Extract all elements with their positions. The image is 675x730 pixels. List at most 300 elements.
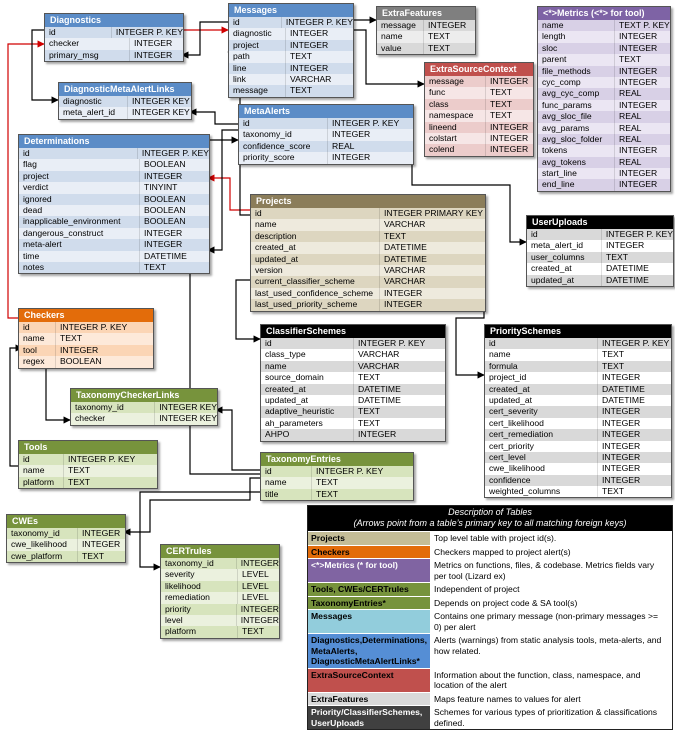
table-title: CWEs — [7, 515, 125, 528]
field-row — [261, 384, 445, 395]
field-row — [538, 123, 670, 134]
table-projects — [250, 194, 486, 312]
field-type: INTEGER — [619, 168, 658, 179]
field-name: ah_parameters — [261, 418, 354, 429]
field-row — [538, 54, 670, 65]
arrow-metaalerts-determinations — [208, 130, 238, 250]
field-name: id — [527, 229, 602, 240]
legend-row — [308, 558, 672, 582]
field-type: TEXT — [144, 261, 166, 272]
field-type: INTEGER — [290, 62, 329, 73]
field-row — [161, 581, 279, 592]
field-name: name — [261, 477, 312, 488]
field-name: cwe_likelihood — [7, 539, 78, 550]
legend-title: Description of Tables — [448, 507, 532, 517]
field-row — [538, 77, 670, 88]
field-name: message — [229, 85, 286, 96]
field-name: last_used_priority_scheme — [251, 299, 380, 310]
field-type: VARCHAR — [384, 276, 426, 287]
field-type: LEVEL — [242, 580, 269, 591]
field-name: last_used_confidence_scheme — [251, 288, 380, 299]
field-name: class — [425, 99, 486, 110]
table-title: Checkers — [19, 309, 153, 322]
field-row — [527, 229, 673, 240]
field-row — [377, 31, 475, 42]
field-name: avg_params — [538, 123, 615, 134]
legend-label: Messages — [308, 610, 430, 633]
field-type: INTEGER — [144, 170, 183, 181]
field-row — [527, 275, 673, 286]
field-name: created_at — [251, 242, 380, 253]
field-type: INTEGER PRIMARY KEY — [384, 208, 484, 218]
field-name: platform — [19, 477, 64, 488]
field-type: INTEGER — [619, 179, 658, 190]
field-row — [485, 349, 671, 360]
field-row — [7, 528, 125, 539]
table-extrasourcecontext — [424, 62, 534, 157]
field-row — [19, 148, 209, 159]
field-type: INTEGER P. KEY — [332, 118, 400, 128]
field-type: INTEGER — [144, 239, 183, 250]
legend-description: Checkers mapped to project alert(s) — [434, 546, 571, 557]
field-name: primary_msg — [45, 50, 130, 61]
field-name: id — [261, 338, 354, 349]
field-row — [538, 43, 670, 54]
field-row — [229, 17, 353, 28]
legend-label: ExtraFeatures — [308, 693, 430, 706]
field-name: id — [45, 27, 112, 38]
table-useruploads — [526, 215, 674, 287]
legend-row — [308, 668, 672, 692]
table-title: CERTrules — [161, 545, 279, 558]
table-diagnosticmetaalertlinks — [58, 82, 192, 120]
field-row — [251, 208, 485, 219]
field-row — [19, 356, 153, 367]
field-type: TEXT — [428, 42, 450, 53]
legend-label: Priority/ClassifierSchemes, UserUploads — [308, 706, 430, 729]
field-name: meta_alert_id — [59, 107, 128, 118]
field-type: TEXT — [242, 626, 264, 637]
table-title: TaxonomyEntries — [261, 453, 413, 466]
field-type: TEXT — [290, 85, 312, 96]
field-type: INTEGER — [602, 417, 641, 428]
field-type: VARCHAR — [358, 349, 400, 360]
field-name: avg_tokens — [538, 157, 615, 168]
field-row — [538, 179, 670, 190]
field-row — [19, 239, 209, 250]
table-title: MetaAlerts — [239, 105, 413, 118]
field-name: time — [19, 251, 140, 262]
field-row — [161, 604, 279, 615]
field-row — [19, 345, 153, 356]
field-type: INTEGER — [332, 152, 371, 163]
field-type: INTEGER — [240, 603, 279, 614]
field-name: id — [229, 17, 282, 28]
field-name: id — [251, 208, 380, 219]
field-type: INTEGER P. KEY — [316, 466, 384, 476]
field-name: verdict — [19, 182, 140, 193]
field-type: INTEGER — [606, 240, 645, 251]
field-name: id — [19, 454, 64, 465]
field-name: current_classifier_scheme — [251, 276, 380, 287]
field-type: BOOLEAN — [144, 216, 186, 227]
field-row — [19, 477, 157, 488]
field-name: project — [19, 171, 140, 182]
field-name: created_at — [527, 263, 602, 274]
field-row — [229, 40, 353, 51]
field-type: INTEGER — [490, 144, 529, 155]
field-name: id — [19, 322, 56, 333]
field-name: source_domain — [261, 372, 354, 383]
field-name: cert_remediation — [485, 429, 598, 440]
field-type: INTEGER P. KEY — [605, 229, 673, 239]
field-name: avg_sloc_file — [538, 111, 615, 122]
field-type: INTEGER — [602, 451, 641, 462]
field-name: colend — [425, 144, 486, 155]
field-type: TEXT — [602, 349, 624, 360]
field-row — [19, 262, 209, 273]
field-name: cyc_comp — [538, 77, 615, 88]
table-metrics — [537, 6, 671, 192]
field-type: TEXT — [68, 465, 90, 476]
field-row — [485, 361, 671, 372]
field-type: VARCHAR — [384, 264, 426, 275]
legend-label: Tools, CWEs/CERTrules — [308, 583, 430, 596]
field-name: updated_at — [527, 275, 602, 286]
field-type: INTEGER — [619, 145, 658, 156]
field-type: TEXT — [316, 488, 338, 499]
table-title: Messages — [229, 4, 353, 17]
table-checkers — [18, 308, 154, 369]
field-name: level — [161, 615, 237, 626]
field-row — [261, 349, 445, 360]
legend-subtitle: (Arrows point from a table’s primary key to all matching foreign keys) — [353, 518, 627, 528]
field-type: INTEGER — [332, 129, 371, 140]
legend-label: TaxonomyEntries* — [308, 597, 430, 610]
field-name: line — [229, 63, 286, 74]
field-name: name — [485, 349, 598, 360]
field-name: title — [261, 489, 312, 500]
field-row — [485, 338, 671, 349]
field-type: INTEGER — [602, 474, 641, 485]
field-type: INTEGER — [358, 429, 397, 440]
field-name: message — [425, 76, 486, 87]
table-title: Projects — [251, 195, 485, 208]
field-name: cert_priority — [485, 441, 598, 452]
table-tools — [18, 440, 158, 489]
field-name: tool — [19, 345, 56, 356]
field-name: regex — [19, 356, 56, 367]
arrow-messages-diagnostics — [182, 22, 228, 55]
field-name: id — [261, 466, 312, 477]
field-name: dead — [19, 205, 140, 216]
field-type: INTEGER — [602, 440, 641, 451]
field-row — [425, 122, 533, 133]
field-name: project_id — [485, 372, 598, 383]
field-type: TEXT — [82, 550, 104, 561]
legend-description: Contains one primary message (non-primary messages >= 0) per alert — [434, 611, 659, 632]
table-title: Diagnostics — [45, 14, 183, 27]
field-name: dangerous_construct — [19, 228, 140, 239]
field-type: INTEGER — [82, 528, 121, 538]
field-name: sloc — [538, 43, 615, 54]
field-type: INTEGER — [384, 299, 423, 310]
field-row — [538, 66, 670, 77]
field-name: inapplicable_environment — [19, 216, 140, 227]
field-name: id — [19, 148, 138, 159]
field-type: INTEGER KEY — [132, 107, 190, 118]
field-type: TEXT — [602, 360, 624, 371]
field-type: TINYINT — [144, 182, 178, 193]
field-type: BOOLEAN — [144, 159, 186, 170]
legend-row — [308, 545, 672, 559]
field-name: value — [377, 43, 424, 54]
table-priorityschemes — [484, 324, 672, 498]
field-type: REAL — [619, 133, 642, 144]
field-type: INTEGER — [619, 31, 658, 42]
field-name: confidence_score — [239, 141, 328, 152]
field-name: likelihood — [161, 581, 238, 592]
field-name: message — [377, 20, 424, 31]
field-name: class_type — [261, 349, 354, 360]
table-certrules — [160, 544, 280, 639]
field-name: diagnostic — [59, 96, 128, 107]
field-row — [239, 141, 413, 152]
field-row — [261, 418, 445, 429]
field-type: INTEGER P. KEY — [358, 338, 426, 348]
field-row — [425, 144, 533, 155]
field-name: end_line — [538, 179, 615, 190]
field-type: INTEGER — [602, 463, 641, 474]
field-row — [161, 558, 279, 569]
field-name: cwe_platform — [7, 551, 78, 562]
field-name: remediation — [161, 592, 238, 603]
field-row — [485, 418, 671, 429]
field-name: name — [377, 31, 424, 42]
field-name: colstart — [425, 133, 486, 144]
legend-row — [308, 531, 672, 545]
field-row — [377, 20, 475, 31]
field-name: project — [229, 40, 286, 51]
field-row — [229, 28, 353, 39]
field-type: TEXT — [290, 51, 312, 62]
field-type: TEXT — [619, 54, 641, 65]
field-type: REAL — [619, 88, 642, 99]
field-row — [161, 569, 279, 580]
field-type: DATETIME — [384, 242, 427, 253]
field-type: REAL — [332, 140, 355, 151]
legend-label: Checkers — [308, 546, 430, 559]
field-row — [538, 168, 670, 179]
field-row — [538, 100, 670, 111]
table-title: Determinations — [19, 135, 209, 148]
legend-row — [308, 596, 672, 610]
field-name: updated_at — [251, 254, 380, 265]
field-type: INTEGER — [384, 287, 423, 298]
field-row — [538, 134, 670, 145]
field-type: INTEGER KEY — [159, 413, 217, 424]
legend-description: Information about the function, class, namespace, and location of the alert — [434, 669, 641, 690]
field-name: checker — [71, 413, 155, 424]
field-type: DATETIME — [384, 253, 427, 264]
field-type: VARCHAR — [358, 360, 400, 371]
field-row — [538, 111, 670, 122]
table-title: PrioritySchemes — [485, 325, 671, 338]
field-row — [45, 38, 183, 49]
legend-row — [308, 705, 672, 729]
field-name: name — [251, 219, 380, 230]
field-row — [19, 228, 209, 239]
field-row — [59, 96, 191, 107]
field-type: REAL — [619, 111, 642, 122]
field-row — [45, 50, 183, 61]
field-name: meta-alert — [19, 239, 140, 250]
field-name: taxonomy_id — [7, 528, 78, 539]
field-type: TEXT — [428, 31, 450, 42]
field-type: INTEGER — [619, 76, 658, 87]
field-row — [261, 361, 445, 372]
field-type: TEXT — [606, 251, 628, 262]
field-row — [261, 406, 445, 417]
field-row — [425, 110, 533, 121]
table-determinations — [18, 134, 210, 274]
field-row — [261, 338, 445, 349]
field-row — [527, 240, 673, 251]
table-taxonomycheckerlinks — [70, 388, 218, 426]
field-type: VARCHAR — [384, 219, 426, 230]
legend-label: <*>Metrics (* for tool) — [308, 559, 430, 582]
field-name: priority — [161, 604, 237, 615]
field-type: DATETIME — [144, 250, 187, 261]
field-type: INTEGER — [60, 344, 99, 355]
field-name: taxonomy_id — [239, 129, 328, 140]
field-type: TEXT — [358, 406, 380, 417]
field-type: INTEGER — [134, 49, 173, 60]
field-row — [485, 441, 671, 452]
legend-description: Top level table with project id(s). — [434, 533, 557, 543]
field-row — [19, 454, 157, 465]
field-type: DATETIME — [606, 274, 649, 285]
field-row — [19, 182, 209, 193]
field-row — [59, 107, 191, 118]
field-name: formula — [485, 361, 598, 372]
legend-row — [308, 692, 672, 706]
field-name: length — [538, 31, 615, 42]
field-name: severity — [161, 569, 238, 580]
field-row — [527, 263, 673, 274]
table-metaalerts — [238, 104, 414, 165]
field-row — [377, 43, 475, 54]
table-title: TaxonomyCheckerLinks — [71, 389, 217, 402]
table-taxonomyentries — [260, 452, 414, 501]
legend-label: ExtraSourceContext — [308, 669, 430, 692]
field-row — [229, 74, 353, 85]
field-type: LEVEL — [242, 569, 269, 580]
field-name: id — [239, 118, 328, 129]
field-type: REAL — [619, 122, 642, 133]
field-type: BOOLEAN — [144, 193, 186, 204]
field-row — [485, 452, 671, 463]
field-row — [19, 171, 209, 182]
legend-description: Maps feature names to values for alert — [434, 693, 581, 704]
field-row — [19, 333, 153, 344]
field-name: checker — [45, 38, 130, 49]
legend-label: Projects — [308, 532, 430, 545]
field-type: INTEGER KEY — [132, 96, 190, 106]
field-row — [251, 276, 485, 287]
field-row — [239, 152, 413, 163]
field-row — [485, 384, 671, 395]
field-type: INTEGER — [619, 42, 658, 53]
legend-description: Depends on project code & SA tool(s) — [434, 597, 578, 608]
table-cwes — [6, 514, 126, 563]
field-name: flag — [19, 159, 140, 170]
field-type: INTEGER — [144, 227, 183, 238]
field-type: INTEGER P. KEY — [602, 338, 670, 348]
field-name: updated_at — [261, 395, 354, 406]
field-row — [261, 429, 445, 440]
field-type: DATETIME — [602, 394, 645, 405]
field-type: INTEGER P. KEY — [60, 322, 128, 332]
field-row — [19, 194, 209, 205]
field-row — [261, 372, 445, 383]
field-type: DATETIME — [602, 383, 645, 394]
field-type: INTEGER — [619, 99, 658, 110]
field-row — [251, 299, 485, 310]
field-type: DATETIME — [358, 383, 401, 394]
field-row — [538, 88, 670, 99]
field-name: path — [229, 51, 286, 62]
table-title: Tools — [19, 441, 157, 454]
field-row — [71, 402, 217, 413]
field-name: updated_at — [485, 395, 598, 406]
field-name: version — [251, 265, 380, 276]
field-row — [19, 205, 209, 216]
field-name: link — [229, 74, 286, 85]
field-type: INTEGER P. KEY — [285, 17, 353, 27]
field-row — [229, 85, 353, 96]
field-type: INTEGER — [602, 372, 641, 383]
field-type: INTEGER — [602, 429, 641, 440]
field-name: tokens — [538, 145, 615, 156]
field-row — [485, 475, 671, 486]
field-name: priority_score — [239, 152, 328, 163]
field-type: TEXT P. KEY — [619, 20, 670, 30]
field-type: INTEGER — [290, 39, 329, 50]
table-extrafeatures — [376, 6, 476, 55]
field-row — [485, 395, 671, 406]
legend-description: Metrics on functions, files, & codebase. Metrics fields vary per tool (Lizard ex) — [434, 560, 655, 581]
field-row — [261, 395, 445, 406]
field-type: INTEGER — [134, 38, 173, 49]
field-row — [251, 219, 485, 230]
field-type: TEXT — [68, 476, 90, 487]
legend-header — [308, 506, 672, 531]
field-type: INTEGER — [490, 132, 529, 143]
field-type: TEXT — [490, 87, 512, 98]
field-row — [71, 413, 217, 424]
field-row — [7, 539, 125, 550]
field-name: created_at — [485, 384, 598, 395]
field-row — [485, 372, 671, 383]
field-type: INTEGER — [240, 558, 279, 568]
field-type: TEXT — [316, 477, 338, 488]
table-title: <*>Metrics (<*> for tool) — [538, 7, 670, 20]
field-row — [485, 406, 671, 417]
legend — [307, 505, 673, 730]
arrow-taxonomy-taxcheckerlinks — [216, 410, 260, 470]
table-title: UserUploads — [527, 216, 673, 229]
